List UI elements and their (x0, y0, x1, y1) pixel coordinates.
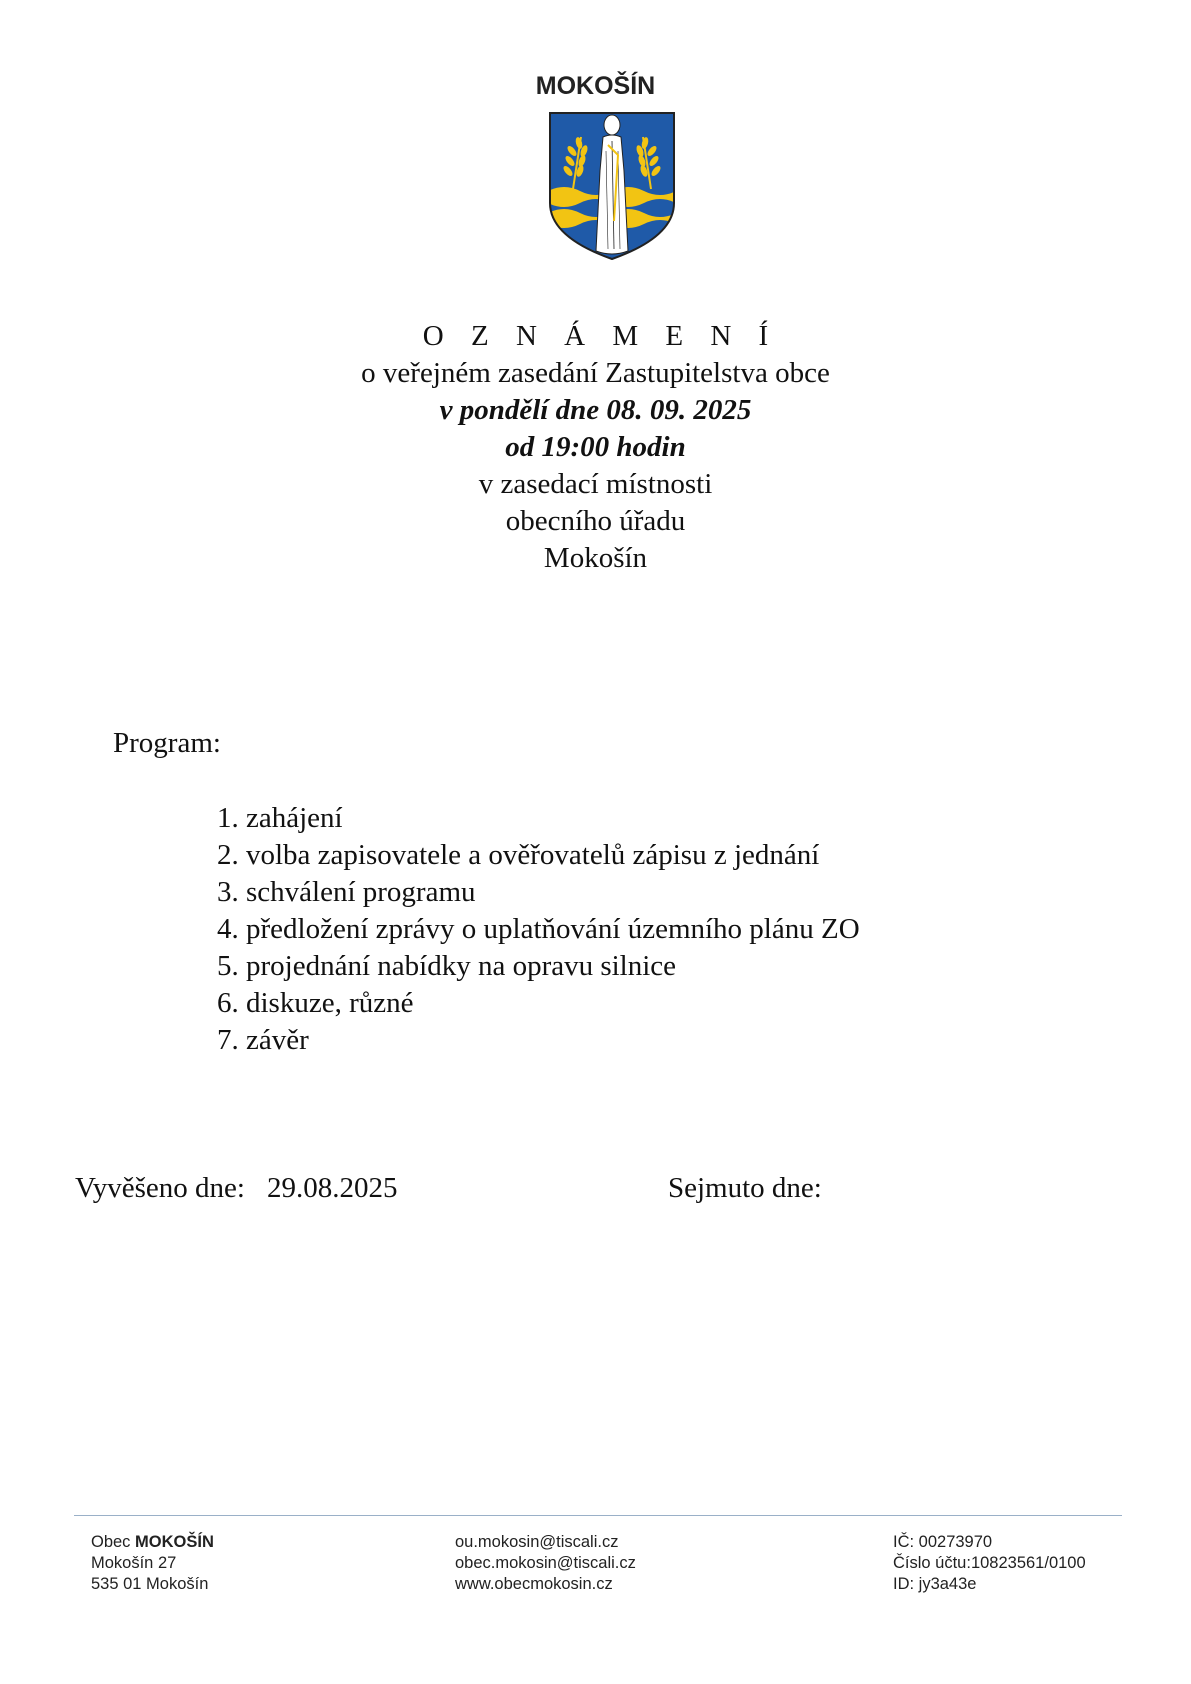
footer-email-1: ou.mokosin@tiscali.cz (455, 1533, 619, 1551)
footer-website: www.obecmokosin.cz (455, 1575, 613, 1593)
notice-subject: o veřejném zasedání Zastupitelstva obce (361, 357, 830, 389)
removed-label: Sejmuto dne: (668, 1172, 822, 1204)
footer-street: Mokošín 27 (91, 1554, 177, 1572)
meeting-date: v pondělí dne 08. 09. 2025 (439, 394, 752, 426)
program-list (217, 800, 860, 1059)
program-item: 4. předložení zprávy o uplatňování územního plánu ZO (217, 913, 860, 945)
footer-ic: IČ: 00273970 (893, 1533, 993, 1551)
meeting-place-line-2: obecního úřadu (505, 505, 686, 537)
program-item: 3. schválení programu (217, 876, 476, 908)
footer-databox-id: ID: jy3a43e (893, 1575, 977, 1593)
footer-contacts (455, 1532, 636, 1595)
footer-address (91, 1532, 214, 1595)
program-item: 2. volba zapisovatele a ověřovatelů zápisu z jednání (217, 839, 820, 871)
meeting-place-line-3: Mokošín (543, 542, 648, 574)
footer-org-name: MOKOŠÍN (135, 1533, 214, 1551)
program-item: 6. diskuze, různé (217, 987, 414, 1019)
footer-email-2: obec.mokosin@tiscali.cz (455, 1554, 636, 1572)
coat-of-arms-icon (548, 111, 676, 261)
notice-block (0, 318, 1191, 577)
program-item: 5. projednání nabídky na opravu silnice (217, 950, 677, 982)
municipality-name: MOKOŠÍN (535, 72, 656, 100)
footer-divider (74, 1515, 1122, 1516)
posted-info (75, 1172, 397, 1205)
footer-org-prefix: Obec (91, 1533, 136, 1551)
notice-title: O Z N Á M E N Í (422, 320, 779, 352)
meeting-time: od 19:00 hodin (505, 431, 686, 463)
posted-label: Vyvěšeno dne: (75, 1172, 245, 1204)
footer-ids (893, 1532, 1086, 1595)
footer-account: Číslo účtu:10823561/0100 (893, 1554, 1086, 1572)
posted-date: 29.08.2025 (266, 1172, 398, 1204)
footer-city: 535 01 Mokošín (91, 1575, 209, 1593)
program-item: 1. zahájení (217, 802, 343, 834)
meeting-place-line-1: v zasedací místnosti (478, 468, 713, 500)
program-item: 7. závěr (217, 1024, 309, 1056)
program-label: Program: (113, 727, 221, 759)
